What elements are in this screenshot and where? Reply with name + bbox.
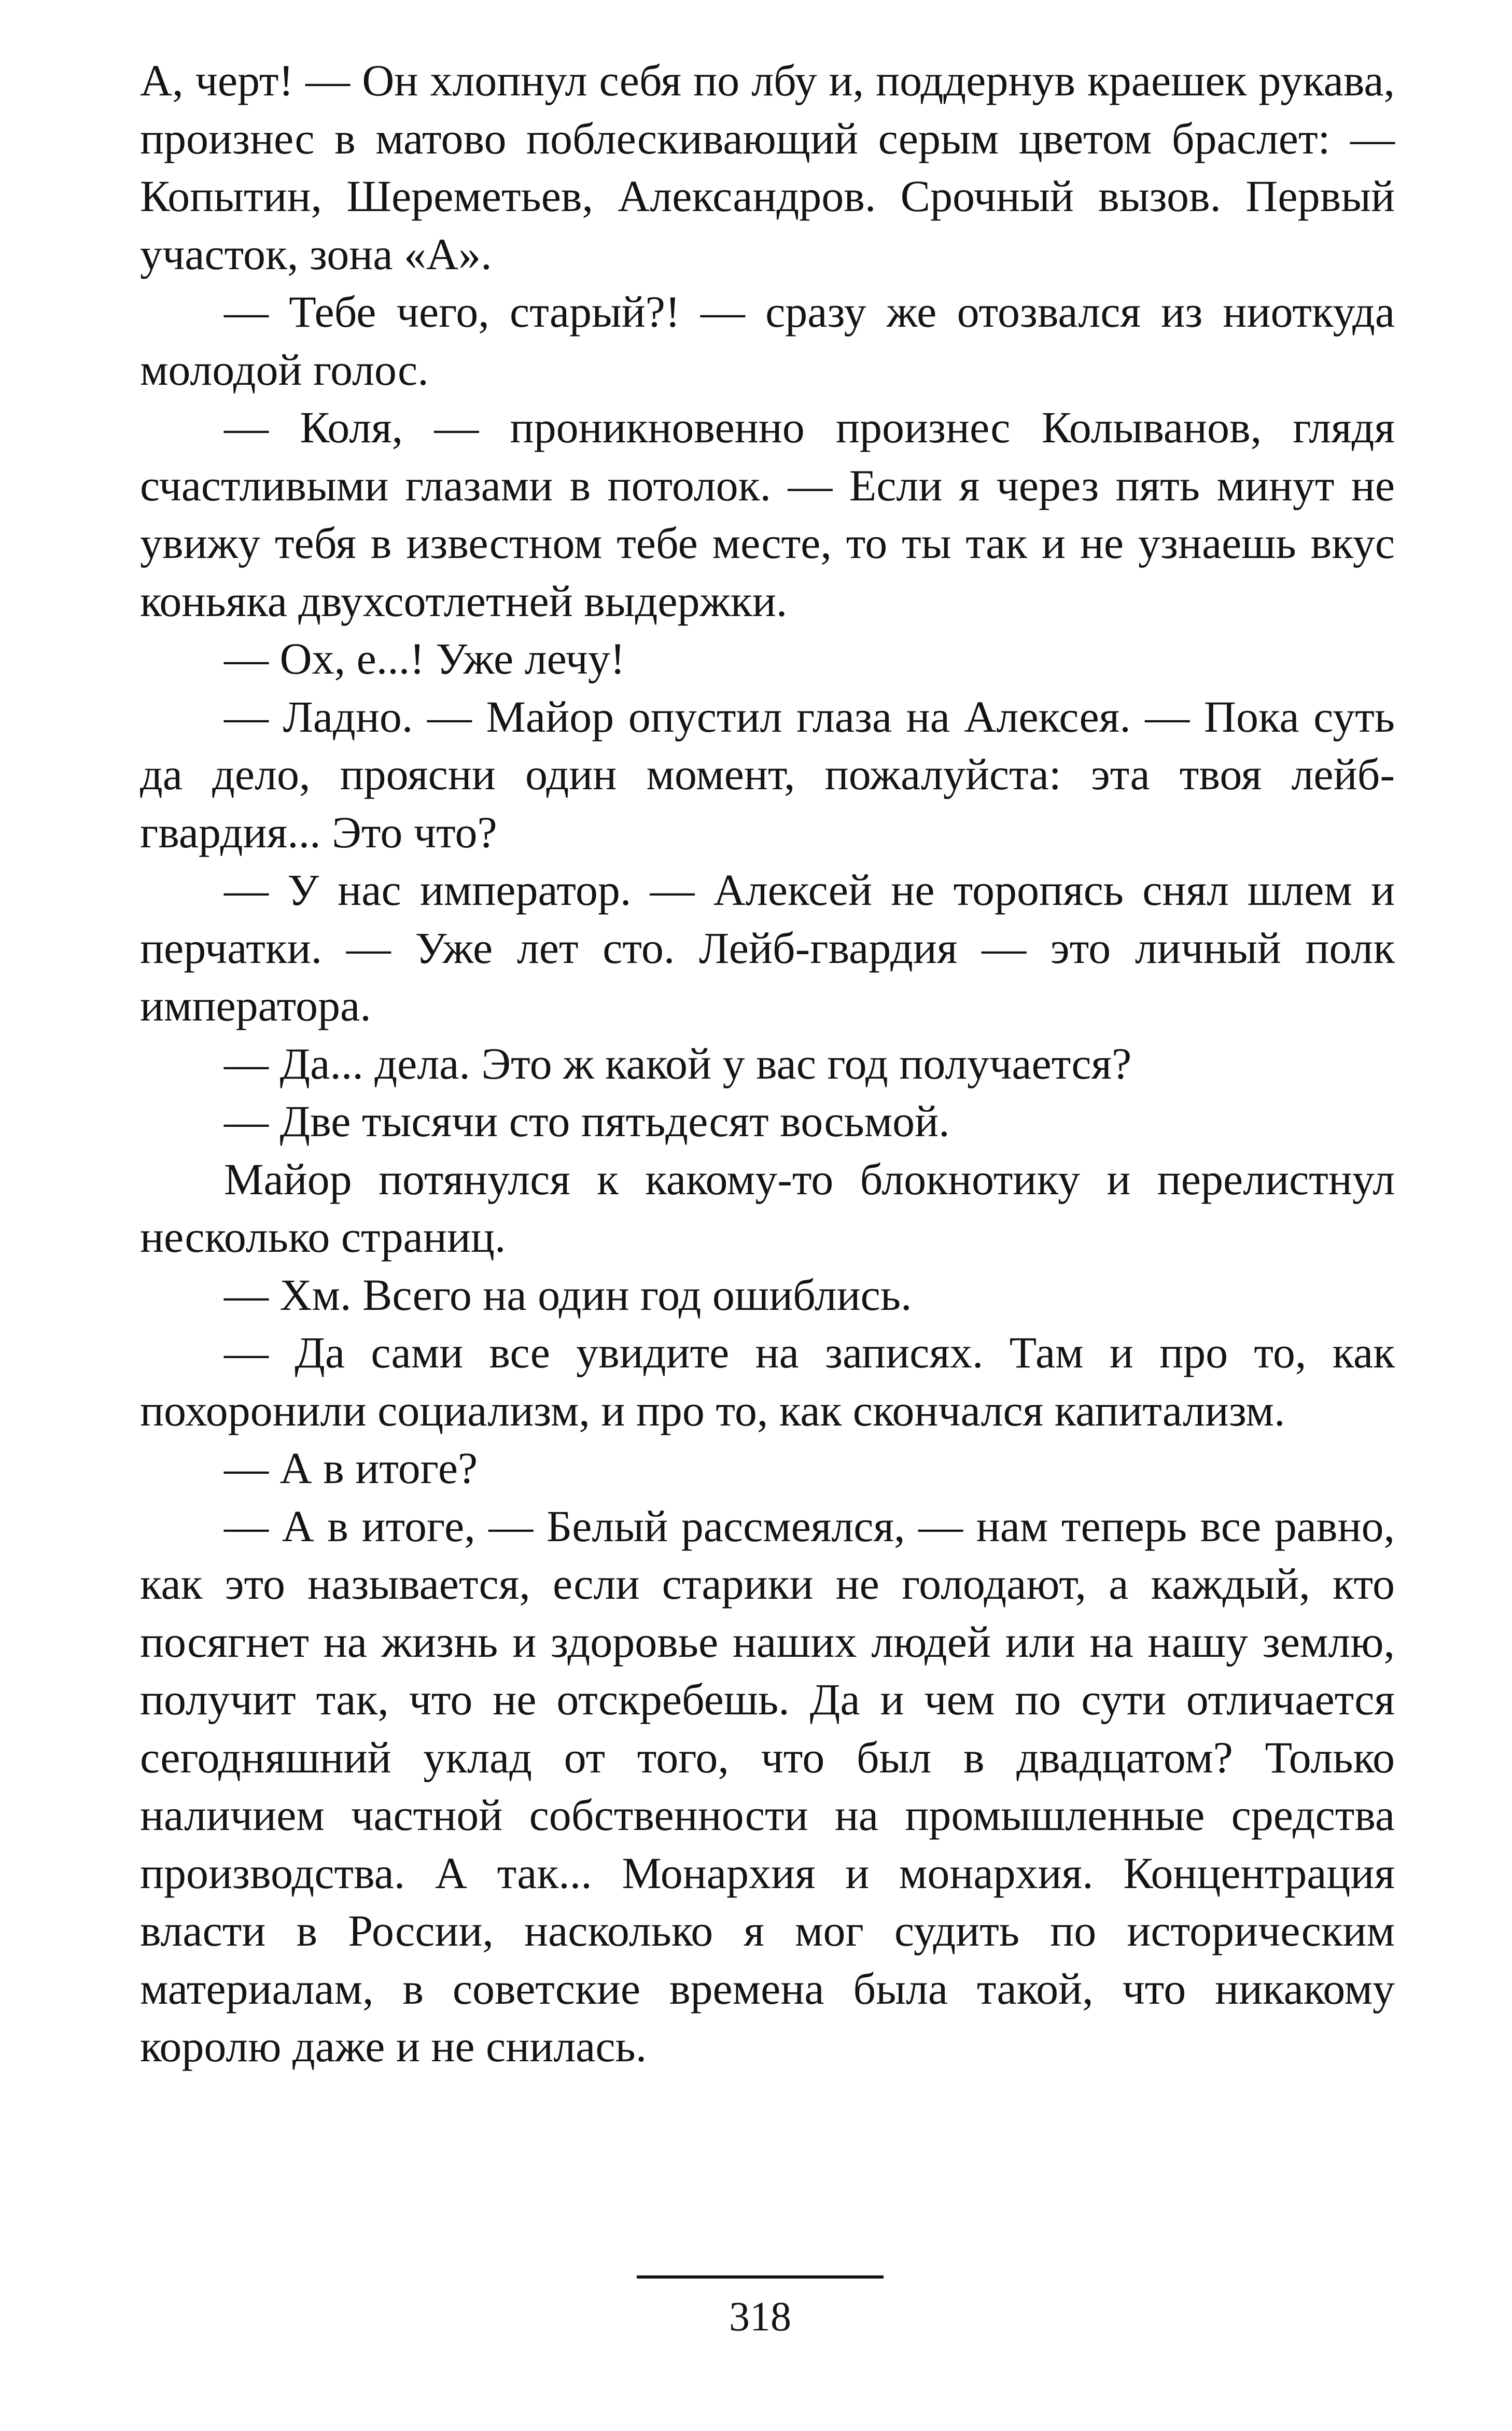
paragraph-dialogue: — Ладно. — Майор опустил глаза на Алексея. — Пока суть да дело, проясни один момент, пожалуйста: эта твоя лейб-гвардия... Это что? [140, 691, 1395, 857]
paragraph-narration: Майор потянулся к какому-то блокнотику и перелистнул несколько страниц. [140, 1154, 1395, 1262]
paragraph-dialogue: — Ох, е...! Уже лечу! [224, 634, 625, 683]
paragraph-dialogue: — Тебе чего, старый?! — сразу же отозвался из ниоткуда молодой голос. [140, 287, 1395, 395]
paragraph-dialogue: — А в итоге, — Белый рассмеялся, — нам теперь все равно, как это называется, если старики не голодают, а каждый, кто посягнет на жизнь и здоровье наших людей или на нашу землю, получит так, что не отскребешь. Да и чем по сути отличается сегодняшний уклад от того, что был в двадцатом? Только наличием частной собственности на промышленные средства производства. А так... Монархия и монархия. Концентрация власти в России, насколько я мог судить по историческим материалам, в советские времена была такой, что никакому королю даже и не снилась. [140, 1501, 1395, 2071]
paragraph-dialogue: — Две тысячи сто пятьдесят восьмой. [224, 1096, 950, 1146]
paragraph-dialogue: — У нас император. — Алексей не торопясь снял шлем и перчатки. — Уже лет сто. Лейб-гвардия — это личный полк императора. [140, 865, 1395, 1030]
footer-divider [637, 2275, 884, 2279]
page-number: 318 [729, 2294, 791, 2340]
paragraph-dialogue: — А в итоге? [224, 1443, 478, 1493]
paragraph-dialogue: — Коля, — проникновенно произнес Колыванов, глядя счастливыми глазами в потолок. — Если я через пять минут не увижу тебя в известном тебе месте, то ты так и не узнаешь вкус коньяка двухсотлетней выдержки. [140, 402, 1395, 626]
paragraph-dialogue: — Да... дела. Это ж какой у вас год получается? [224, 1038, 1132, 1088]
paragraph-continuation: А, черт! — Он хлопнул себя по лбу и, поддернув краешек рукава, произнес в матово поблескивающий серым цветом браслет: — Копытин, Шереметьев, Александров. Срочный вызов. Первый участок, зона «А». [140, 55, 1395, 279]
paragraph-dialogue: — Да сами все увидите на записях. Там и про то, как похоронили социализм, и про то, как скончался капитализм. [140, 1328, 1395, 1435]
body-text [140, 52, 1395, 2076]
paragraph-dialogue: — Хм. Всего на один год ошиблись. [224, 1269, 912, 1320]
